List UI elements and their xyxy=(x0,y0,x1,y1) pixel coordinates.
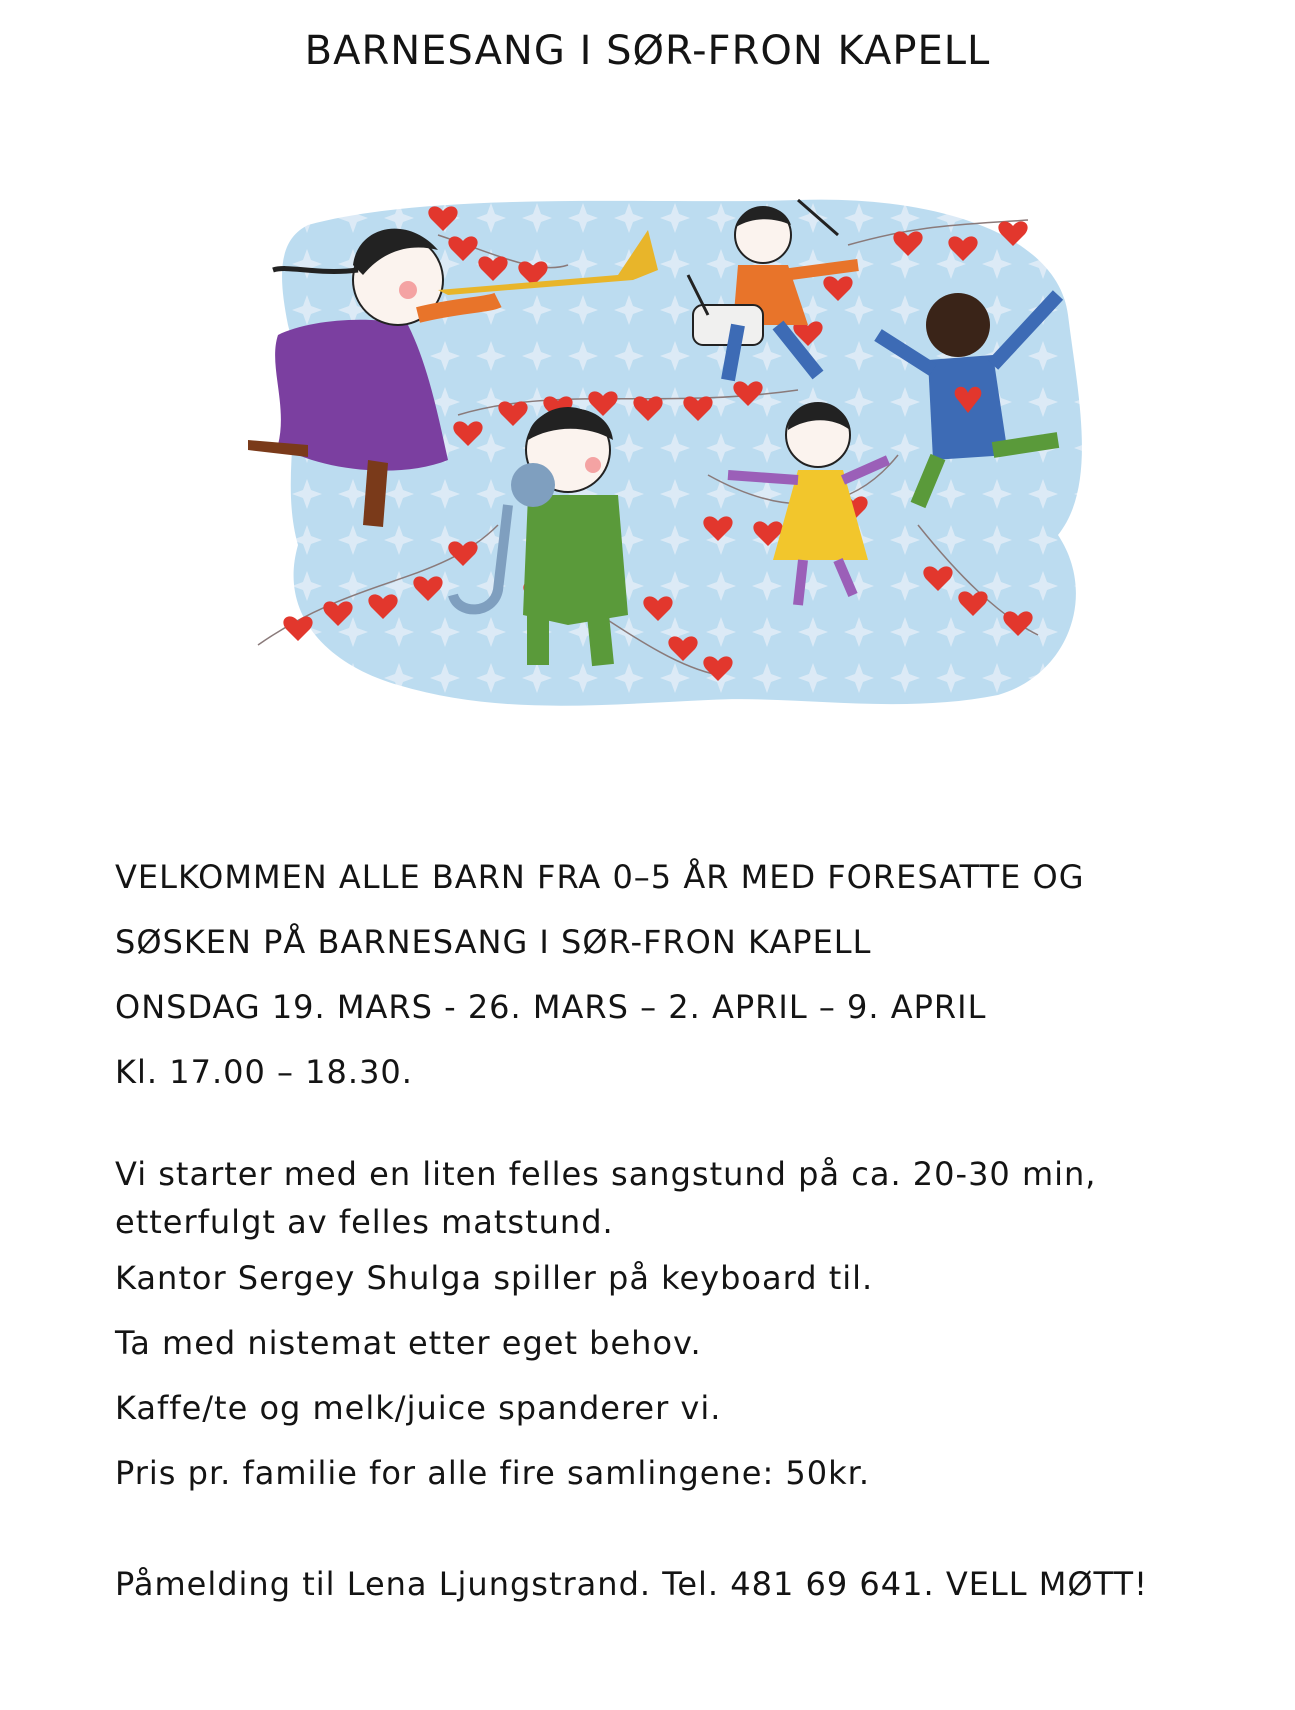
event-time: Kl. 17.00 – 18.30. xyxy=(115,1053,413,1091)
event-dates: ONSDAG 19. MARS - 26. MARS – 2. APRIL – 9. APRIL xyxy=(115,988,987,1026)
welcome-line-1: VELKOMMEN ALLE BARN FRA 0–5 ÅR MED FORESATTE OG xyxy=(115,858,1085,896)
signup-line: Påmelding til Lena Ljungstrand. Tel. 481 69 641. VELL MØTT! xyxy=(115,1565,1148,1603)
intro-line-2: etterfulgt av felles matstund. xyxy=(115,1203,614,1241)
food-line: Ta med nistemat etter eget behov. xyxy=(115,1324,702,1362)
price-line: Pris pr. familie for alle fire samlingene: 50kr. xyxy=(115,1454,871,1492)
event-info xyxy=(115,845,1265,1105)
page-title: BARNESANG I SØR-FRON KAPELL xyxy=(304,28,991,74)
intro-line-1: Vi starter med en liten felles sangstund på ca. 20-30 min, xyxy=(115,1155,1097,1193)
event-details xyxy=(115,1150,1265,1506)
children-music-illustration xyxy=(238,195,1198,775)
drinks-line: Kaffe/te og melk/juice spanderer vi. xyxy=(115,1389,722,1427)
welcome-line-2: SØSKEN PÅ BARNESANG I SØR-FRON KAPELL xyxy=(115,923,872,961)
kantor-line: Kantor Sergey Shulga spiller på keyboard til. xyxy=(115,1259,874,1297)
